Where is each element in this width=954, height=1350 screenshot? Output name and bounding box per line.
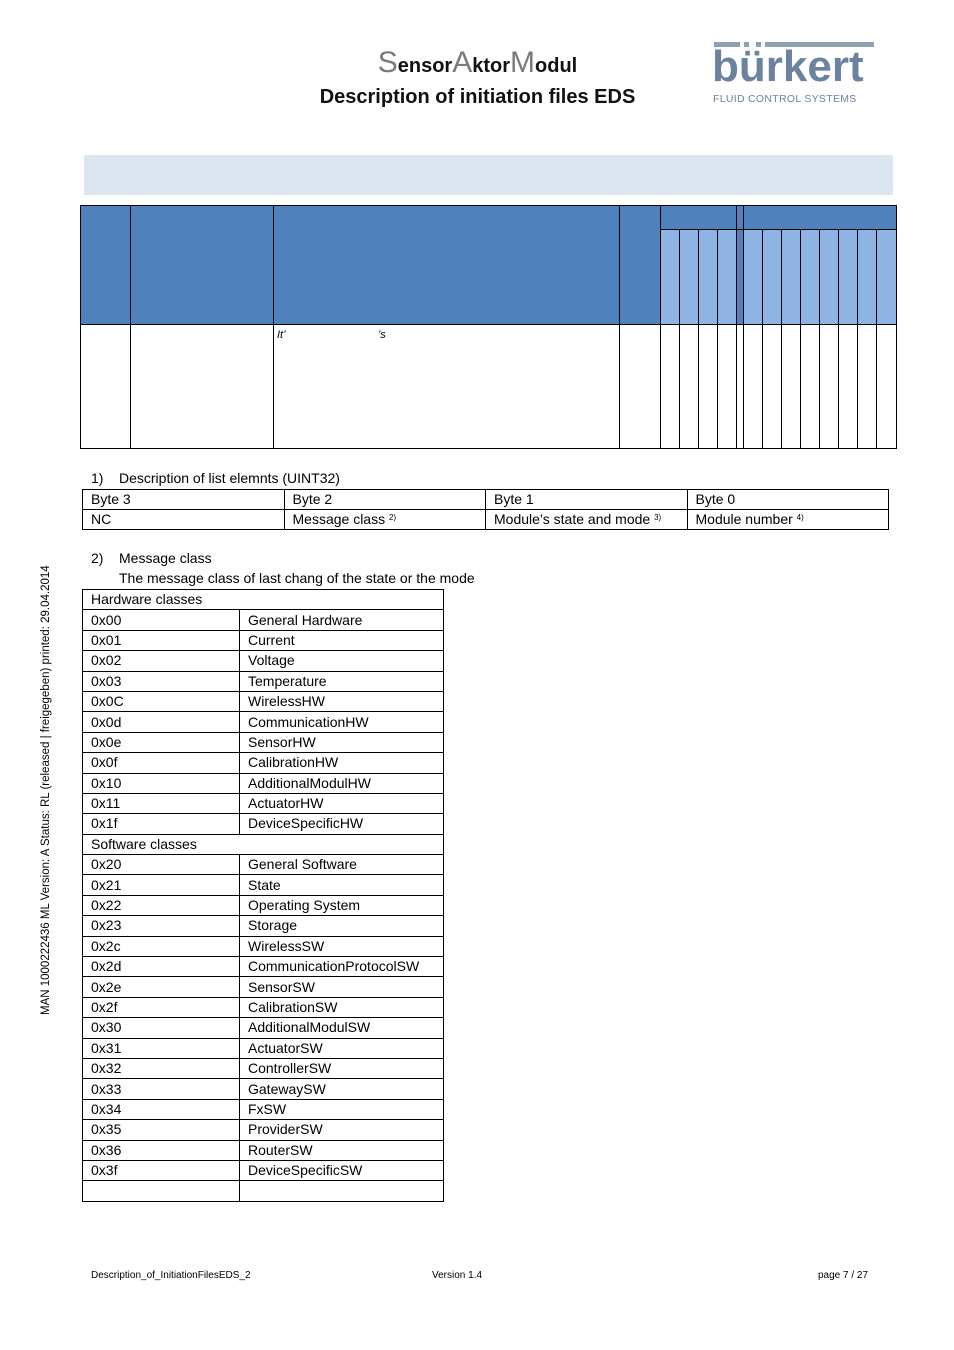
title-initial: S [377,46,398,79]
class-name: ActuatorSW [240,1038,444,1058]
class-name: CommunicationProtocolSW [240,957,444,977]
header-subcells-left [661,230,737,324]
class-name: Current [240,630,444,650]
class-name: General Software [240,855,444,875]
class-name: Temperature [240,671,444,691]
byte-cell: Module number $^{4)}$ [687,510,889,530]
footer-version: Version 1.4 [432,1270,483,1281]
logo-tagline: FLUID CONTROL SYSTEMS [713,93,857,105]
row-text-end: ’s [378,329,386,341]
class-code: 0x0d [83,712,240,732]
byte-header: Byte 3 [83,490,285,510]
table-row [83,490,889,510]
title-initial: M [510,46,536,79]
class-name: CommunicationHW [240,712,444,732]
class-name: AdditionalModulHW [240,773,444,793]
title-rest: ensor [397,55,453,77]
class-code: 0x30 [83,1018,240,1038]
title-initial: A [452,46,473,79]
table-row [83,875,444,895]
empty-cell [83,1181,240,1201]
byte-cell: Message class $^{2)}$ [284,510,486,530]
table-row [83,691,444,711]
class-name: DeviceSpecificSW [240,1160,444,1180]
class-name: ProviderSW [240,1120,444,1140]
class-name: State [240,875,444,895]
section-band [84,155,893,195]
table-row [83,1058,444,1078]
class-name: Voltage [240,651,444,671]
class-code: 0x20 [83,855,240,875]
class-name: Storage [240,916,444,936]
table-row-empty [83,1181,444,1201]
byte-layout-table [82,489,889,530]
table-row [83,977,444,997]
class-name: CalibrationSW [240,997,444,1017]
class-code: 0x31 [83,1038,240,1058]
footer-filename: Description_of_InitiationFilesEDS_2 [91,1270,251,1281]
table-row [83,630,444,650]
table-row [83,814,444,834]
section1-number: 1) [91,470,104,486]
table-row [83,855,444,875]
class-name: WirelessHW [240,691,444,711]
class-code: 0x02 [83,651,240,671]
table-row [83,916,444,936]
byte-cell: NC [83,510,285,530]
byte-cell: Module’s state and mode $^{3)}$ [486,510,688,530]
class-code: 0x2d [83,957,240,977]
section2-heading: Message class [119,550,212,566]
class-code: 0x2c [83,936,240,956]
logo-wordmark: bürkert [712,42,864,91]
header-subcells-right [744,230,897,324]
class-code: 0x0C [83,691,240,711]
class-code: 0x21 [83,875,240,895]
table-row [83,936,444,956]
class-name: RouterSW [240,1140,444,1160]
class-code: 0x0e [83,732,240,752]
table-row [83,1079,444,1099]
class-name: WirelessSW [240,936,444,956]
table-row [83,997,444,1017]
table-row [83,1018,444,1038]
class-code: 0x36 [83,1140,240,1160]
class-name: GatewaySW [240,1079,444,1099]
class-name: AdditionalModulSW [240,1018,444,1038]
table-row [83,957,444,977]
class-name: Operating System [240,895,444,915]
side-document-info: MAN 1000222436 ML Version: A Status: RL (released | freigegeben) printed: 29.04.2014 [40,565,52,1015]
section1-heading: Description of list elemnts (UINT32) [119,470,340,486]
title-rest: ktor [472,55,511,77]
class-code: 0x3f [83,1160,240,1180]
class-group-title: Hardware classes [83,590,444,610]
byte-header: Byte 2 [284,490,486,510]
class-name: FxSW [240,1099,444,1119]
byte-header: Byte 0 [687,490,889,510]
row-text-start: It’ [277,329,286,341]
class-code: 0x2e [83,977,240,997]
burkert-logo [712,42,874,106]
table-row [83,1140,444,1160]
document-title [280,46,675,80]
class-code: 0x00 [83,610,240,630]
document-subtitle: Description of initiation files EDS [319,86,636,108]
byte-header: Byte 1 [486,490,688,510]
table-row [83,753,444,773]
table-row [83,732,444,752]
section2-description: The message class of last chang of the state or the mode [119,570,475,586]
table-row [83,1160,444,1180]
section2-number: 2) [91,550,104,566]
footer-page: page 7 / 27 [818,1270,869,1281]
class-code: 0x35 [83,1120,240,1140]
class-name: ControllerSW [240,1058,444,1078]
table-section-row [83,834,444,854]
class-group-title: Software classes [83,834,444,854]
table-row [83,895,444,915]
class-code: 0x23 [83,916,240,936]
class-code: 0x01 [83,630,240,650]
table-row [83,671,444,691]
class-name: ActuatorHW [240,793,444,813]
table-row [83,712,444,732]
class-name: General Hardware [240,610,444,630]
table-row [83,610,444,630]
class-code: 0x22 [83,895,240,915]
class-name: CalibrationHW [240,753,444,773]
table-row [83,773,444,793]
class-name: SensorHW [240,732,444,752]
title-rest: odul [535,55,578,77]
class-code: 0x33 [83,1079,240,1099]
class-code: 0x2f [83,997,240,1017]
class-code: 0x0f [83,753,240,773]
table-row [83,1120,444,1140]
class-code: 0x34 [83,1099,240,1119]
class-code: 0x11 [83,793,240,813]
empty-cell [240,1181,444,1201]
class-code: 0x10 [83,773,240,793]
table-row [83,1099,444,1119]
class-name: DeviceSpecificHW [240,814,444,834]
table-row [83,651,444,671]
main-table [80,205,897,449]
table-row [83,510,889,530]
message-class-table [82,589,444,1202]
table-row [83,1038,444,1058]
class-code: 0x32 [83,1058,240,1078]
class-code: 0x1f [83,814,240,834]
class-name: SensorSW [240,977,444,997]
table-row [83,793,444,813]
table-section-row [83,590,444,610]
class-code: 0x03 [83,671,240,691]
